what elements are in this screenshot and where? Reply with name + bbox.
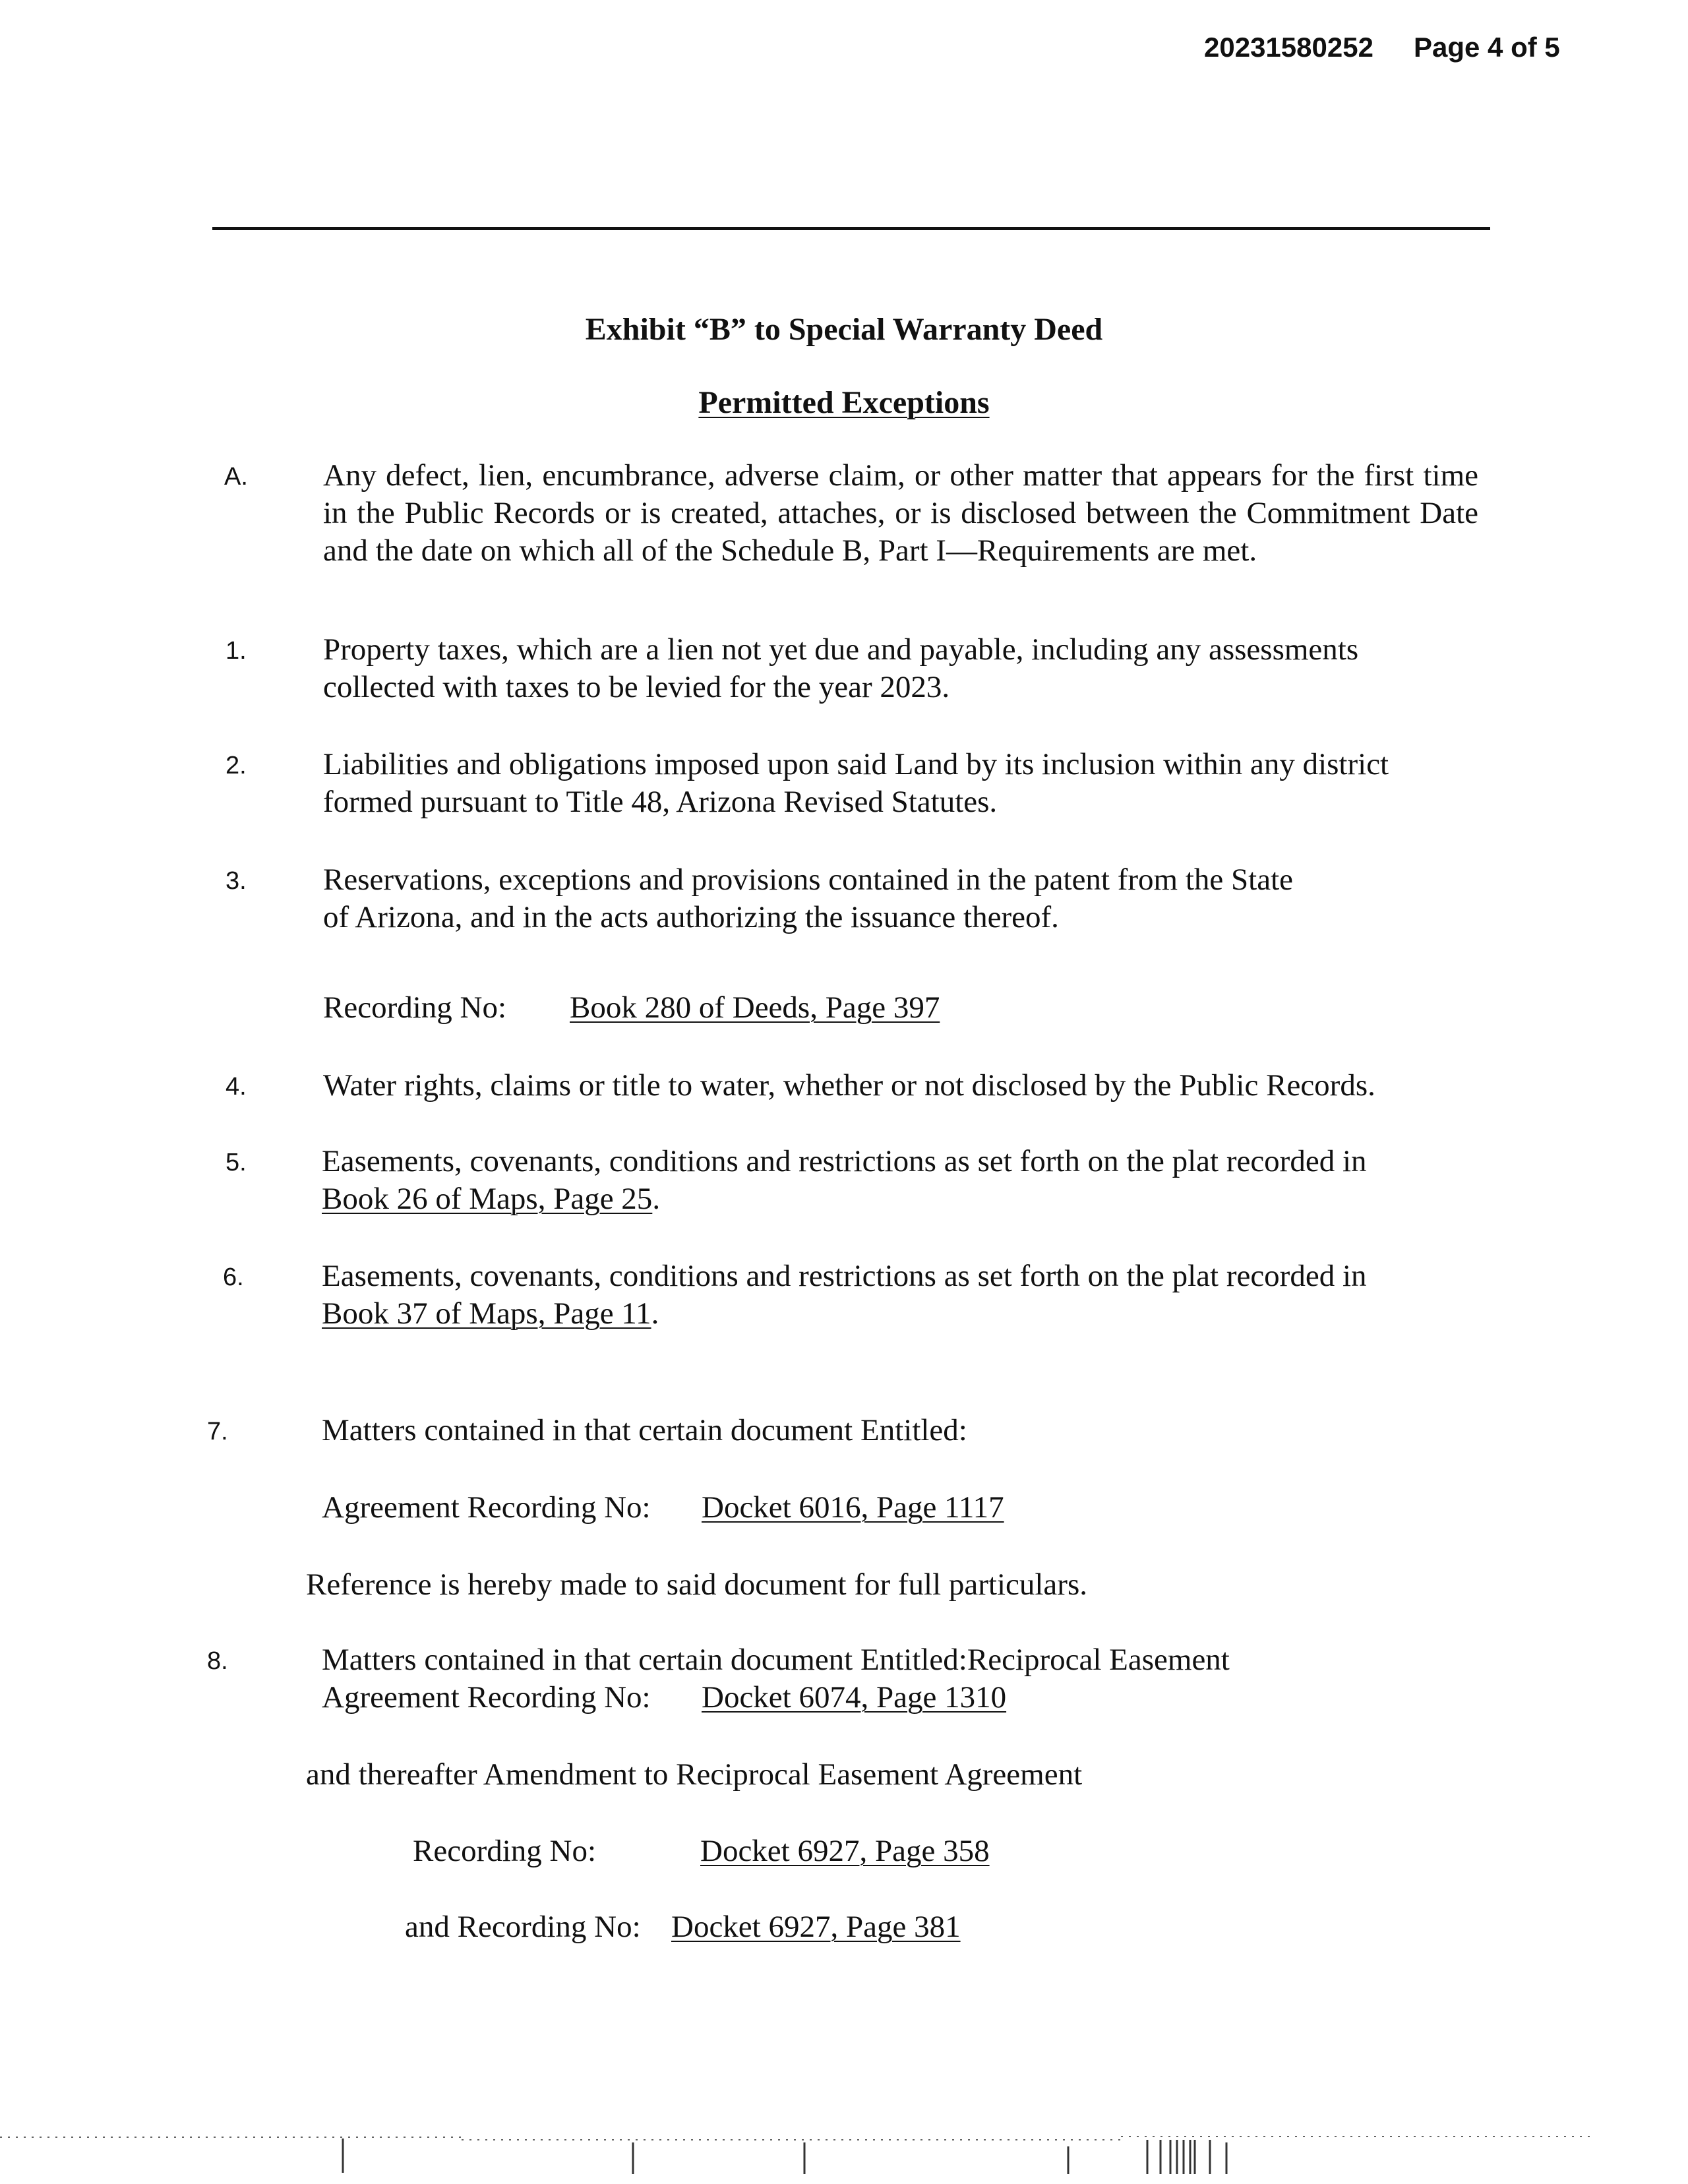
item-number-5: 5. <box>226 1149 247 1176</box>
item-text-8-line1: Matters contained in that certain document Entitled:Reciprocal Easement <box>322 1643 1230 1677</box>
item-number-3: 3. <box>226 867 247 895</box>
item-text-a: Any defect, lien, encumbrance, adverse claim, or other matter that appears for the first time in the Public Records or is created, attaches, or is disclosed between the Commitment Date and the date on which all of the Schedule B, Part I—Requirements are met. <box>323 458 1478 568</box>
item-8-recording3-label: and Recording No: <box>405 1910 641 1944</box>
item-5-plat-link[interactable]: Book 26 of Maps, Page 25 <box>322 1182 653 1216</box>
item-number-8: 8. <box>207 1647 228 1675</box>
item-number-6: 6. <box>223 1263 244 1291</box>
page-title: Exhibit “B” to Special Warranty Deed <box>585 312 1103 347</box>
item-text-7-line1: Matters contained in that certain document Entitled: <box>322 1413 967 1447</box>
item-number-1: 1. <box>226 637 247 665</box>
item-3-recording-label: Recording No: <box>323 990 507 1025</box>
item-text-2-line1: Liabilities and obligations imposed upon said Land by its inclusion within any district <box>323 747 1389 781</box>
page-indicator: Page 4 of 5 <box>1414 32 1560 63</box>
header-rule <box>212 227 1490 230</box>
item-text-3-line2: of Arizona, and in the acts authorizing the issuance thereof. <box>323 900 1059 934</box>
scan-artifacts <box>0 2133 1688 2184</box>
item-number-a: A. <box>224 463 248 491</box>
section-heading: Permitted Exceptions <box>698 385 990 420</box>
item-6-punct: . <box>651 1296 659 1331</box>
item-number-2: 2. <box>226 752 247 779</box>
item-number-4: 4. <box>226 1073 247 1101</box>
item-7-note: Reference is hereby made to said document for full particulars. <box>306 1567 1087 1602</box>
item-8-recording-link[interactable]: Docket 6074, Page 1310 <box>702 1680 1007 1714</box>
item-8-recording-label: Agreement Recording No: <box>322 1680 651 1714</box>
item-text-2-line2: formed pursuant to Title 48, Arizona Revised Statutes. <box>323 785 998 819</box>
item-5-punct: . <box>652 1182 661 1216</box>
item-text-1-line2: collected with taxes to be levied for the year 2023. <box>323 670 950 704</box>
item-text-4: Water rights, claims or title to water, whether or not disclosed by the Public Records. <box>323 1068 1375 1103</box>
item-number-7: 7. <box>207 1418 228 1445</box>
item-6-plat-link[interactable]: Book 37 of Maps, Page 11 <box>322 1296 651 1331</box>
item-text-5-line1: Easements, covenants, conditions and restrictions as set forth on the plat recorded in <box>322 1144 1367 1178</box>
item-text-1-line1: Property taxes, which are a lien not yet due and payable, including any assessments <box>323 632 1359 667</box>
item-7-recording-label: Agreement Recording No: <box>322 1490 651 1525</box>
item-text-3-line1: Reservations, exceptions and provisions contained in the patent from the State <box>323 863 1293 897</box>
item-8-recording3-link[interactable]: Docket 6927, Page 381 <box>671 1910 961 1944</box>
item-8-amendment: and thereafter Amendment to Reciprocal Easement Agreement <box>306 1757 1083 1792</box>
item-7-recording-link[interactable]: Docket 6016, Page 1117 <box>702 1490 1004 1525</box>
document-number: 20231580252 <box>1204 32 1373 63</box>
item-8-recording2-label: Recording No: <box>413 1834 597 1868</box>
item-8-recording2-link[interactable]: Docket 6927, Page 358 <box>700 1834 990 1868</box>
item-text-6-line1: Easements, covenants, conditions and restrictions as set forth on the plat recorded in <box>322 1259 1367 1293</box>
item-3-recording-link[interactable]: Book 280 of Deeds, Page 397 <box>570 990 940 1025</box>
